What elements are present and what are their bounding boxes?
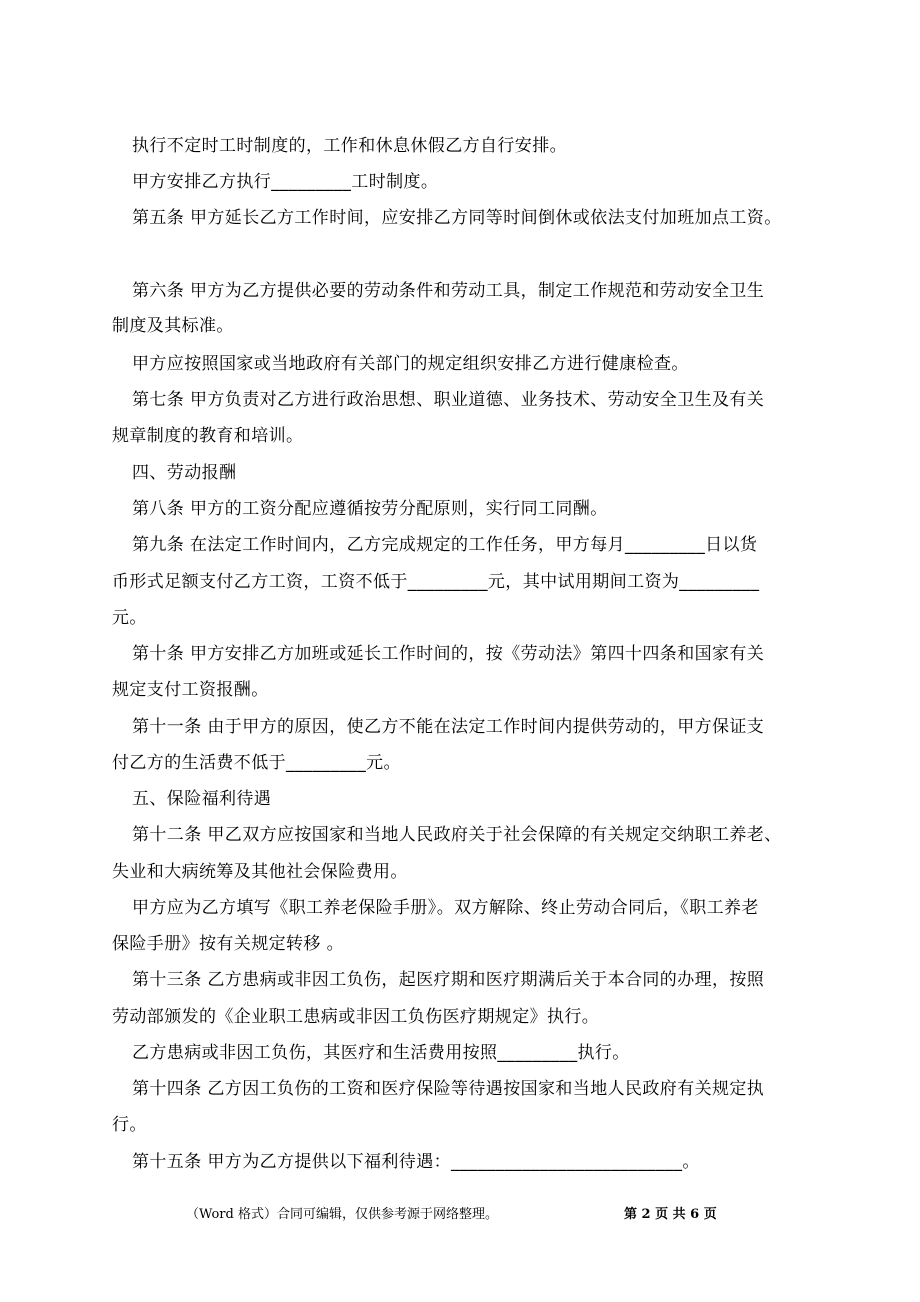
paragraph-line: 元。 bbox=[112, 608, 147, 628]
paragraph-line: 第十一条 由于甲方的原因，使乙方不能在法定工作时间内提供劳动的，甲方保证支 bbox=[132, 717, 765, 737]
paragraph-line: 乙方患病或非因工负伤，其医疗和生活费用按照_________执行。 bbox=[132, 1043, 630, 1063]
section-heading: 五、保险福利待遇 bbox=[132, 789, 272, 809]
footer-note: （Word 格式）合同可编辑，仅供参考源于网络整理。 bbox=[186, 1207, 498, 1222]
paragraph-line: 甲方应按照国家或当地政府有关部门的规定组织安排乙方进行健康检查。 bbox=[132, 354, 689, 374]
paragraph-line: 第六条 甲方为乙方提供必要的劳动条件和劳动工具，制定工作规范和劳动安全卫生 bbox=[132, 281, 765, 301]
paragraph-line: 币形式足额支付乙方工资，工资不低于_________元，其中试用期间工资为_________ bbox=[112, 572, 760, 592]
paragraph-line: 劳动部颁发的《企业职工患病或非因工负伤医疗期规定》执行。 bbox=[112, 1007, 600, 1027]
paragraph-line: 甲方安排乙方执行_________工时制度。 bbox=[132, 172, 439, 192]
paragraph-line: 第十五条 甲方为乙方提供以下福利待遇：__________________________。 bbox=[132, 1152, 700, 1172]
paragraph-line: 规定支付工资报酬。 bbox=[112, 680, 269, 700]
paragraph-line: 失业和大病统筹及其他社会保险费用。 bbox=[112, 862, 408, 882]
paragraph-line: 规章制度的教育和培训。 bbox=[112, 426, 304, 446]
paragraph-line: 第十四条 乙方因工负伤的工资和医疗保险等待遇按国家和当地人民政府有关规定执 bbox=[132, 1079, 765, 1099]
paragraph-line: 甲方应为乙方填写《职工养老保险手册》。双方解除、终止劳动合同后，《职工养老 bbox=[132, 898, 759, 918]
paragraph-line: 第十条 甲方安排乙方加班或延长工作时间的，按《劳动法》第四十四条和国家有关 bbox=[132, 644, 765, 664]
paragraph-line: 第十三条 乙方患病或非因工负伤，起医疗期和医疗期满后关于本合同的办理，按照 bbox=[132, 970, 765, 990]
paragraph-line: 保险手册》按有关规定转移 。 bbox=[112, 934, 345, 954]
paragraph-line: 第八条 甲方的工资分配应遵循按劳分配原则，实行同工同酬。 bbox=[132, 499, 608, 519]
paragraph-line: 第七条 甲方负责对乙方进行政治思想、职业道德、业务技术、劳动安全卫生及有关 bbox=[132, 390, 765, 410]
page-number: 第 2 页 共 6 页 bbox=[624, 1207, 717, 1222]
paragraph-line: 制度及其标准。 bbox=[112, 316, 234, 336]
paragraph-line: 第五条 甲方延长乙方工作时间，应安排乙方同等时间倒休或依法支付加班加点工资。 bbox=[132, 208, 782, 228]
paragraph-line: 执行不定时工时制度的，工作和休息休假乙方自行安排。 bbox=[132, 136, 567, 156]
paragraph-line: 第九条 在法定工作时间内，乙方完成规定的工作任务，甲方每月_________日以货 bbox=[132, 535, 758, 555]
paragraph-line: 第十二条 甲乙双方应按国家和当地人民政府关于社会保障的有关规定交纳职工养老、 bbox=[132, 825, 782, 845]
paragraph-line: 付乙方的生活费不低于_________元。 bbox=[112, 753, 401, 773]
section-heading: 四、劳动报酬 bbox=[132, 463, 237, 483]
paragraph-line: 行。 bbox=[112, 1115, 147, 1135]
